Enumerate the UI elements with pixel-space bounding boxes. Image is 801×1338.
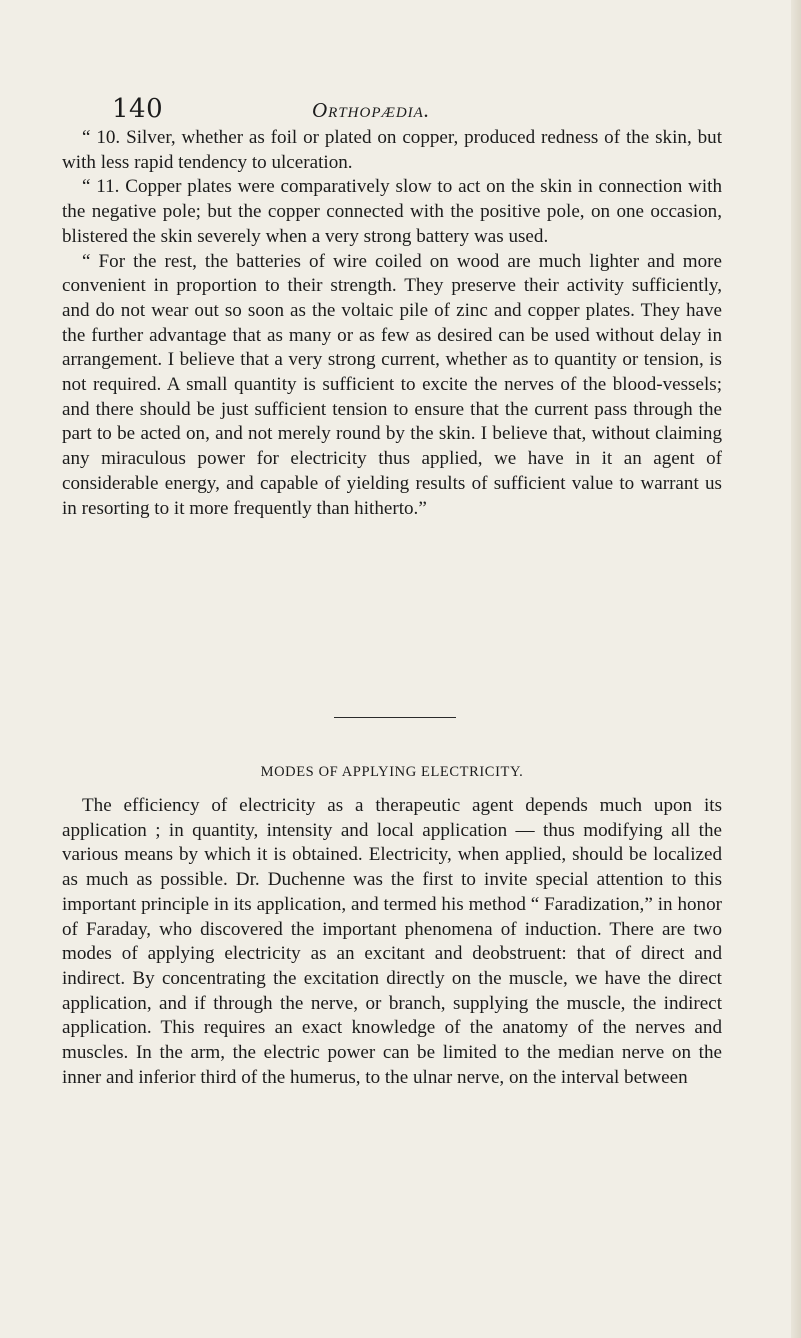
page-edge <box>791 0 801 1338</box>
section-text-block <box>62 794 722 1090</box>
running-title: Orthopædia. <box>312 98 431 122</box>
section-divider <box>334 717 456 718</box>
page-number: 140 <box>112 94 164 124</box>
quoted-text-block <box>62 126 722 521</box>
paragraph: “ 10. Silver, whether as foil or plated on copper, produced redness of the skin, but with less rapid tendency to ulceration. <box>62 127 722 173</box>
paragraph: “ For the rest, the batteries of wire coiled on wood are much lighter and more convenient in proportion to their strength. They preserve their activity sufficiently, and do not wear out so soon as the voltaic pile of zinc and copper plates. They have the further advantage that as many or as few as desired can be used without delay in arrangement. I believe that a very strong current, whether as to quantity or tension, is not required. A small quantity is sufficient to excite the nerves of the blood-vessels; and there should be just sufficient tension to ensure that the current pass through the part to be acted on, and not merely round by the skin. I believe that, without claiming any miraculous power for electricity thus applied, we have in it an agent of considerable energy, and capable of yielding results of sufficient value to warrant us in resorting to it more frequently than hitherto.” <box>62 250 722 519</box>
paragraph: The efficiency of electricity as a therapeutic agent depends much upon its application ; in quantity, intensity and local application — thus modifying all the various means by which it is obtained. Electricity, when applied, should be localized as much as possible. Dr. Duchenne was the first to invite special attention to this important principle in its application, and termed his method “ Faradization,” in honor of Faraday, who discovered the important phenomena of induction. There are two modes of applying electricity as an excitant and deobstruent: that of direct and indirect. By concentrating the excitation directly on the muscle, we have the direct application, and if through the nerve, or branch, supplying the muscle, the indirect application. This requires an exact knowledge of the anatomy of the nerves and muscles. In the arm, the electric power can be limited to the median nerve on the inner and inferior third of the humerus, to the ulnar nerve, on the interval between <box>62 795 722 1088</box>
paragraph: “ 11. Copper plates were comparatively slow to act on the skin in connection with the negative pole; but the copper connected with the positive pole, on one occasion, blistered the skin severely when a very strong battery was used. <box>62 176 722 247</box>
section-heading: MODES OF APPLYING ELECTRICITY. <box>260 764 524 780</box>
